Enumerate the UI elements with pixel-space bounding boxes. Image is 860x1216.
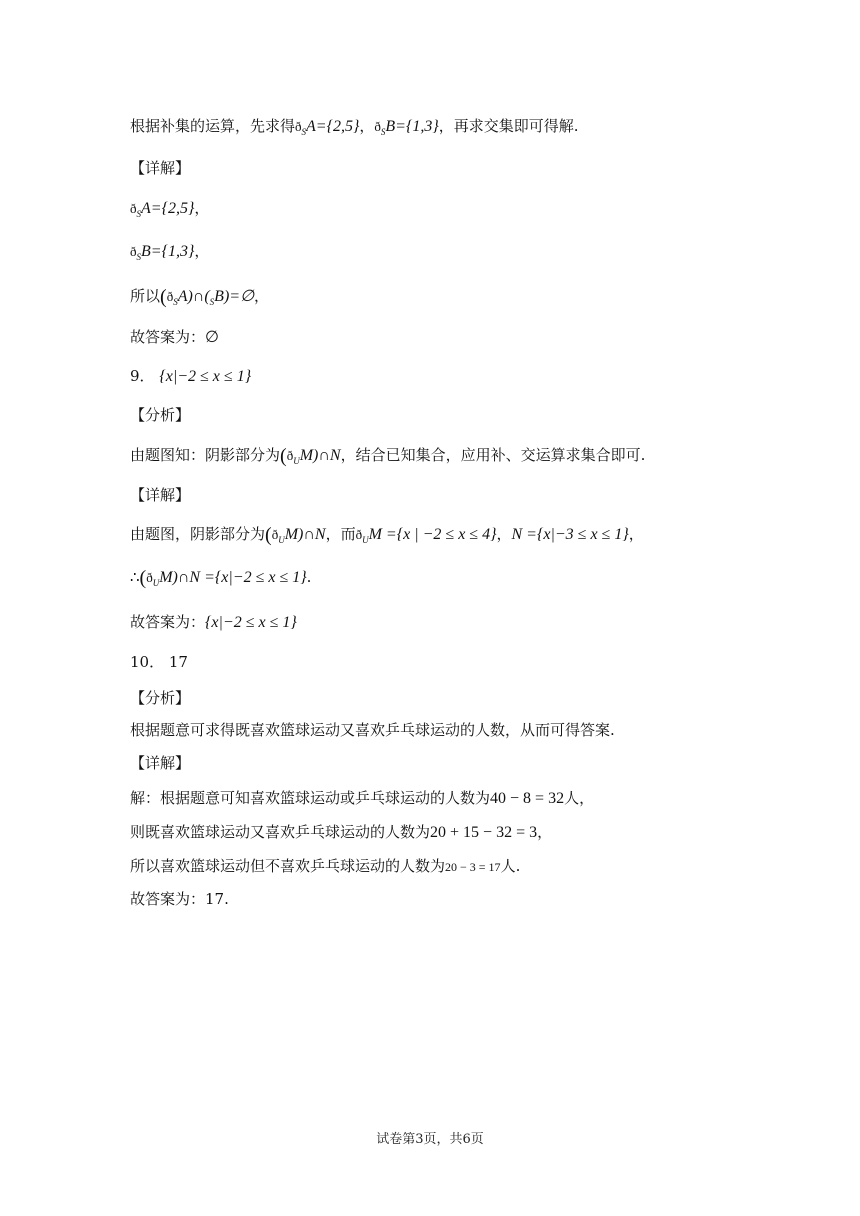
formula: $(ð_SA)\cap(_SB)=\emptyset$ xyxy=(160,286,255,308)
step-line: $ð_SA=\{2,5\}$， xyxy=(130,199,210,219)
text: ， xyxy=(359,117,375,135)
answer-line: 故答案为：17. xyxy=(130,890,229,908)
formula: $ð_SB=\{1,3\}$ xyxy=(374,118,439,137)
answer-value: ∅ xyxy=(205,329,219,346)
detail-line: 所以喜欢篮球运动但不喜欢乒乓球运动的人数为20 − 3 = 17人. xyxy=(130,857,521,875)
analysis-line: 根据题意可求得既喜欢篮球运动又喜欢乒乓球运动的人数，从而可得答案. xyxy=(130,721,615,739)
question-number: 9． xyxy=(130,367,155,385)
answer-line: 故答案为：{x|−2 ≤ x ≤ 1} xyxy=(130,613,297,631)
detail-heading: 【详解】 xyxy=(130,159,191,177)
formula: $(ð_UM)\cap N$ xyxy=(280,445,341,467)
formula: 20 − 3 = 17 xyxy=(445,860,501,874)
step-line: 所以$(ð_SA)\cap(_SB)=\emptyset$， xyxy=(130,286,270,308)
question-number: 10． xyxy=(130,653,165,671)
answer-value: 17 xyxy=(168,653,188,671)
step-line: $ð_SB=\{1,3\}$， xyxy=(130,242,210,262)
formula: $ð_UM =\{x$ | −2 ≤ x ≤ 4} xyxy=(355,526,497,545)
answer-value: {x|−2 ≤ x ≤ 1} xyxy=(159,368,252,385)
question-10-line xyxy=(130,652,188,672)
analysis-heading: 【分析】 xyxy=(130,406,191,424)
detail-heading: 【详解】 xyxy=(130,754,191,772)
formula: 20 + 15 − 32 = 3 xyxy=(430,824,538,841)
answer-line: 故答案为：∅ xyxy=(130,328,219,346)
page-footer: 试卷第3页，共6页 xyxy=(376,1132,484,1147)
conclusion-line: $\therefore(ð_UM)\cap N =\{x|-2 \le x \le 1\}$. xyxy=(130,567,312,589)
formula: $ð_SA=\{2,5\}$ xyxy=(295,118,360,137)
detail-line: 由题图，阴影部分为$(ð_UM)\cap N$，而$ð_UM =\{x$ | −2 ≤ x ≤ 4}，N ={x|−3 ≤ x ≤ 1}， xyxy=(130,524,644,546)
method-line xyxy=(130,116,579,142)
answer-value: 17. xyxy=(205,890,229,908)
formula: $ð_SB=\{1,3\}$ xyxy=(130,243,195,262)
formula: 40 − 8 = 32 xyxy=(490,790,565,807)
analysis-heading: 【分析】 xyxy=(130,689,191,707)
formula: $(ð_UM)\cap N =\{x|-2 \le x \le 1\}$ xyxy=(139,567,307,589)
formula: N ={x|−3 ≤ x ≤ 1} xyxy=(511,526,629,543)
formula: $(ð_UM)\cap N$ xyxy=(265,524,326,546)
detail-line: 解：根据题意可知喜欢篮球运动或乒乓球运动的人数为40 − 8 = 32人， xyxy=(130,789,595,807)
text: ，再求交集即可得解. xyxy=(438,117,579,135)
text: 根据补集的运算，先求得 xyxy=(130,117,296,135)
detail-line: 则既喜欢篮球运动又喜欢乒乓球运动的人数为20 + 15 − 32 = 3， xyxy=(130,823,553,841)
answer-value: {x|−2 ≤ x ≤ 1} xyxy=(205,614,297,631)
formula: $ð_SA=\{2,5\}$ xyxy=(130,200,195,219)
analysis-line: 由题图知：阴影部分为$(ð_UM)\cap N$，结合已知集合，应用补、交运算求集合即可. xyxy=(130,445,646,467)
question-9-line xyxy=(130,366,251,387)
detail-heading: 【详解】 xyxy=(130,486,191,504)
